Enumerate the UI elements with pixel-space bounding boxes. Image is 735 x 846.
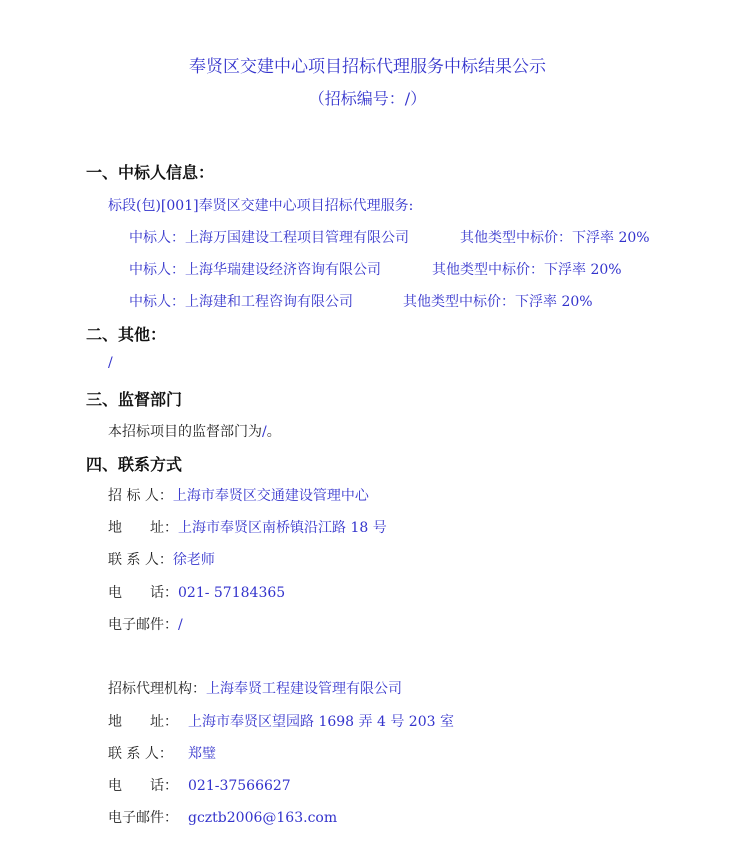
supervision-suffix: 。	[266, 424, 281, 440]
agency-name: 上海奉贤工程建设管理有限公司	[206, 681, 402, 697]
tenderer-contact-row	[108, 549, 215, 569]
agency-address: 上海市奉贤区望园路 1698 弄 4 号 203 室	[188, 714, 454, 730]
agency-phone: 021-37566627	[188, 778, 291, 794]
field-label: 地 址：	[108, 714, 178, 730]
field-label: 电 话：	[108, 585, 178, 601]
agency-name-row	[108, 678, 402, 698]
winner-row	[129, 259, 381, 279]
winner-row	[129, 227, 409, 247]
tenderer-name: 上海市奉贤区交通建设管理中心	[172, 488, 369, 504]
section-supervision-heading: 三、监督部门	[86, 390, 183, 409]
price-value: 下浮率 20%	[544, 262, 622, 278]
field-label: 电子邮件：	[108, 810, 178, 826]
tenderer-address: 上海市奉贤区南桥镇沿江路 18 号	[178, 520, 387, 536]
winner-name: 上海华瑞建设经济咨询有限公司	[185, 262, 381, 278]
price-value: 下浮率 20%	[515, 294, 593, 310]
winner-name: 上海万国建设工程项目管理有限公司	[185, 230, 409, 246]
agency-contact: 郑璧	[188, 746, 216, 762]
tenderer-phone-row	[108, 582, 285, 602]
field-label: 联 系 人：	[108, 746, 173, 762]
supervision-prefix: 本招标项目的监督部门为	[108, 424, 262, 440]
section-other-heading: 二、其他：	[86, 325, 167, 344]
price-value: 下浮率 20%	[572, 230, 650, 246]
other-content: /	[108, 355, 113, 371]
winner-label: 中标人：	[129, 230, 185, 246]
tenderer-address-row	[108, 517, 387, 537]
winner-row	[129, 291, 353, 311]
agency-email-row	[108, 807, 337, 827]
field-label: 招 标 人：	[108, 488, 173, 504]
tenderer-contact: 徐老师	[172, 552, 215, 568]
winner-price	[432, 259, 622, 279]
document-title: 奉贤区交建中心项目招标代理服务中标结果公示	[189, 57, 546, 77]
winner-label: 中标人：	[129, 294, 185, 310]
agency-phone-row	[108, 775, 291, 795]
field-label: 电子邮件：	[108, 617, 178, 633]
field-label: 联 系 人：	[108, 552, 173, 568]
winner-price	[460, 227, 650, 247]
winner-label: 中标人：	[129, 262, 185, 278]
field-label: 电 话：	[108, 778, 178, 794]
supervision-value: /	[262, 424, 267, 440]
winner-price	[403, 291, 593, 311]
tenderer-name-row	[108, 485, 369, 505]
winner-name: 上海建和工程咨询有限公司	[185, 294, 353, 310]
price-label: 其他类型中标价：	[432, 262, 544, 278]
supervision-text	[108, 421, 281, 441]
section-contact-heading: 四、联系方式	[86, 455, 183, 474]
tenderer-phone: 021- 57184365	[178, 585, 286, 601]
tenderer-email: /	[178, 617, 183, 633]
field-label: 招标代理机构：	[108, 681, 206, 697]
field-label: 地 址：	[108, 520, 178, 536]
lot-title: 标段(包)[001]奉贤区交建中心项目招标代理服务:	[108, 198, 414, 214]
agency-contact-row	[108, 743, 216, 763]
tenderer-email-row	[108, 614, 183, 634]
agency-address-row	[108, 711, 454, 731]
price-label: 其他类型中标价：	[460, 230, 572, 246]
tender-number: （招标编号：/）	[308, 89, 427, 108]
section-winner-heading: 一、中标人信息：	[86, 163, 215, 182]
price-label: 其他类型中标价：	[403, 294, 515, 310]
agency-email[interactable]: gcztb2006@163.com	[188, 810, 338, 826]
